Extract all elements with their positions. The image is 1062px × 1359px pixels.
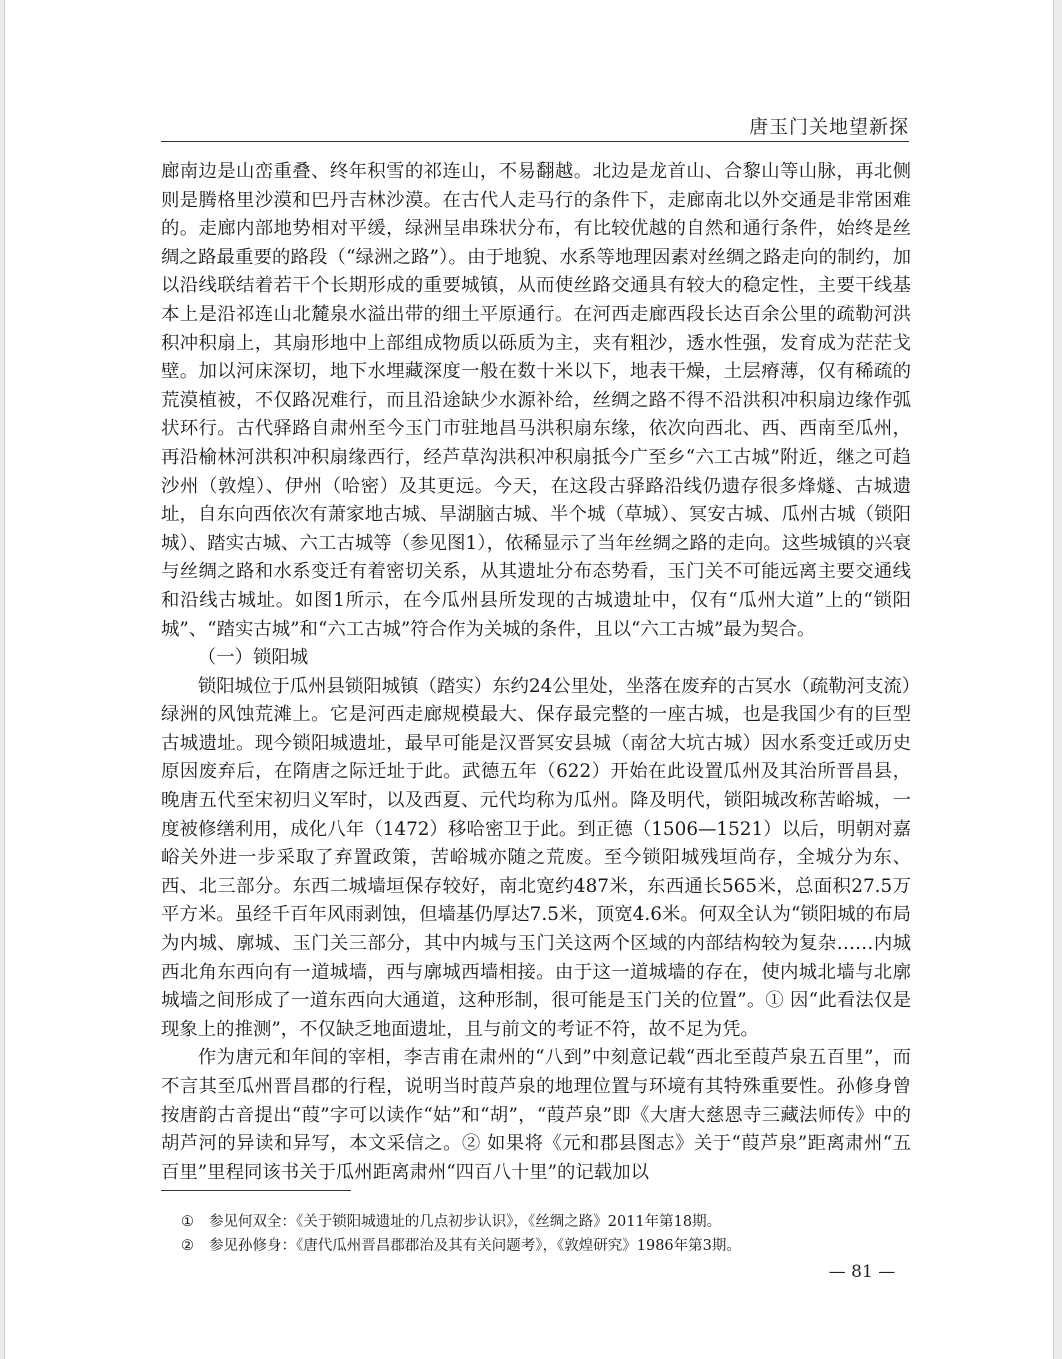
footnote-text: 参见孙修身：《唐代瓜州晋昌郡郡治及其有关问题考》，《敦煌研究》1986年第3期。 xyxy=(209,1238,741,1254)
footnote-2 xyxy=(181,1234,901,1258)
page-number: — 81 — xyxy=(828,1262,896,1282)
running-title: 唐玉门关地望新探 xyxy=(748,116,909,138)
footnote-marker: ② xyxy=(181,1238,194,1254)
paragraph-1: 廊南边是山峦重叠、终年积雪的祁连山，不易翻越。北边是龙首山、合黎山等山脉，再北侧则是腾格里沙漠和巴丹吉林沙漠。在古代人走马行的条件下，走廊南北以外交通是非常困难的。走廊内部地势相对平缓，绿洲呈串珠状分布，有比较优越的自然和通行条件，始终是丝绸之路最重要的路段（“绿洲之路”）。由于地貌、水系等地理因素对丝绸之路走向的制约，加以沿线联结着若干个长期形成的重要城镇，从而使丝路交通具有较大的稳定性，主要干线基本上是沿祁连山北麓泉水溢出带的细土平原通行。在河西走廊西段长达百余公里的疏勒河洪积冲积扇上，其扇形地中上部组成物质以砾质为主，夹有粗沙，透水性强，发育成为茫茫戈壁。加以河床深切，地下水埋藏深度一般在数十米以下，地表干燥，土层瘠薄，仅有稀疏的荒漠植被，不仅路况难行，而且沿途缺少水源补给，丝绸之路不得不沿洪积冲积扇边缘作弧状环行。古代驿路自肃州至今玉门市驻地昌马洪积扇东缘，依次向西北、西、西南至瓜州，再沿榆林河洪积冲积扇缘西行，经芦草沟洪积冲积扇抵今广至乡“六工古城”附近，继之可趋沙州（敦煌）、伊州（哈密）及其更远。今天，在这段古驿路沿线仍遗存很多烽燧、古城遗址，自东向西依次有萧家地古城、旱湖脑古城、半个城（草城）、冥安古城、瓜州古城（锁阳城）、踏实古城、六工古城等（参见图1），依稀显示了当年丝绸之路的走向。这些城镇的兴衰与丝绸之路和水系变迁有着密切关系，从其遗址分布态势看，玉门关不可能远离主要交通线和沿线古城址。如图1所示，在今瓜州县所发现的古城遗址中，仅有“瓜州大道”上的“锁阳城”、“踏实古城”和“六工古城”符合作为关城的条件，且以“六工古城”最为契合。 xyxy=(161,161,911,640)
header-rule xyxy=(161,141,909,142)
footnote-1 xyxy=(181,1210,901,1234)
paragraph-2: 锁阳城位于瓜州县锁阳城镇（踏实）东约24公里处，坐落在废弃的古冥水（疏勒河支流）绿洲的风蚀荒滩上。它是河西走廊规模最大、保存最完整的一座古城，也是我国少有的巨型古城遗址。现今锁阳城遗址，最早可能是汉晋冥安县城（南岔大坑古城）因水系变迁或历史原因废弃后，在隋唐之际迁址于此。武德五年（622）开始在此设置瓜州及其治所晋昌县，晚唐五代至宋初归义军时，以及西夏、元代均称为瓜州。降及明代，锁阳城改称苦峪城，一度被修缮利用，成化八年（1472）移哈密卫于此。到正德（1506—1521）以后，明朝对嘉峪关外进一步采取了弃置政策，苦峪城亦随之荒废。至今锁阳城残垣尚存，全城分为东、西、北三部分。东西二城墙垣保存较好，南北宽约487米，东西通长565米，总面积27.5万平方米。虽经千百年风雨剥蚀，但墙基仍厚达7.5米，顶宽4.6米。何双全认为“锁阳城的布局为内城、廓城、玉门关三部分，其中内城与玉门关这两个区域的内部结构较为复杂……内城西北角东西向有一道城墙，西与廓城西墙相接。由于这一道城墙的存在，使内城北墙与北廓城墙之间形成了一道东西向大通道，这种形制，很可能是玉门关的位置”。① 因“此看法仅是现象上的推测”，不仅缺乏地面遗址，且与前文的考证不符，故不足为凭。 xyxy=(161,675,911,1040)
footnote-rule xyxy=(161,1190,351,1191)
document-page xyxy=(4,0,1054,1359)
footnotes xyxy=(181,1210,901,1258)
footnote-marker: ① xyxy=(181,1214,194,1230)
section-heading: （一）锁阳城 xyxy=(197,647,309,669)
paragraph-3: 作为唐元和年间的宰相，李吉甫在肃州的“八到”中刻意记载“西北至葭芦泉五百里”，而不言其至瓜州晋昌郡的行程，说明当时葭芦泉的地理位置与环境有其特殊重要性。孙修身曾按唐韵古音提出“葭”字可以读作“姑”和“胡”，“葭芦泉”即《大唐大慈恩寺三藏法师传》中的胡芦河的异读和异写，本文采信之。② 如果将《元和郡县图志》关于“葭芦泉”距离肃州“五百里”里程同该书关于瓜州距离肃州“四百八十里”的记载加以 xyxy=(161,1047,911,1183)
body-text xyxy=(161,158,911,1187)
footnote-text: 参见何双全：《关于锁阳城遗址的几点初步认识》，《丝绸之路》2011年第18期。 xyxy=(209,1214,722,1230)
